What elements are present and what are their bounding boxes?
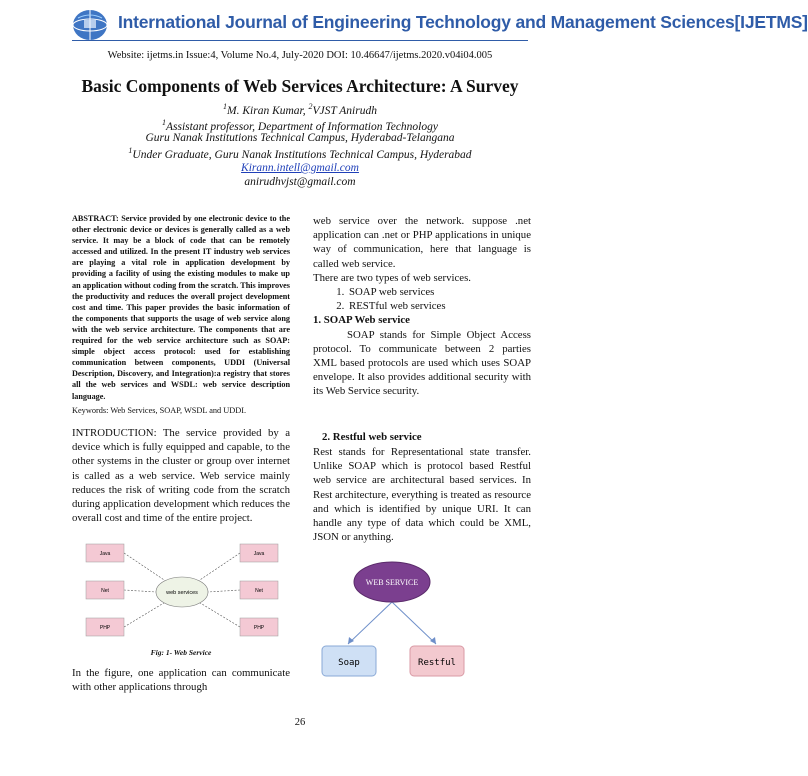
restful-node-label: Restful xyxy=(418,658,456,668)
soap-heading: 1. SOAP Web service xyxy=(313,314,410,327)
fig1-left-boxes xyxy=(86,544,124,636)
continuation-paragraph: web service over the network. suppose .net application can .net or PHP applications in unique way of communication, here that language is called web service. xyxy=(313,215,531,270)
author-2: VJST Anirudh xyxy=(312,104,377,117)
types-intro: There are two types of web services. xyxy=(313,271,471,284)
abstract: ABSTRACT: Service provided by one electronic device to the other electronic device or devices is generally called as a web service. It may be a block of code that can be remotely accessed and utilized. In the present IT industry web services are playing a vital role in application development by providing a facility of using the existing modules to make up an application without coding from the scratch. This improves the productivity and reduces the overall project development cost and time. This paper provides the basic information of the components that supports the usage of web service along with the web service architecture. The components that are required for the web service architecture such as SOAP: simple object access protocol: used for establishing communication between components, UDDI (Universal Description, Discovery, and Integration):a registry that stores all the web services and WSDL: web service description language. xyxy=(72,214,290,401)
affiliation-1 xyxy=(0,118,600,133)
affiliation-sup: 1 xyxy=(162,118,167,127)
paper-title: Basic Components of Web Services Architecture: A Survey xyxy=(81,76,519,96)
fig1-right-boxes xyxy=(240,544,278,636)
fig1-right-label-3: PHP xyxy=(253,625,265,631)
fig1-right-label-1: Java xyxy=(253,551,265,557)
restful-paragraph: Rest stands for Representational state transfer. Unlike SOAP which is protocol based Restful web service are architectural based services. In Rest architecture, everything is treated as resource and which is identified by unique URI. It can handle any type of data which could be XML, JSON or anything. xyxy=(313,446,531,544)
email-link-1[interactable]: Kirann.intell@gmail.com xyxy=(241,162,359,174)
service-types-list xyxy=(313,285,531,313)
right-column xyxy=(313,214,531,399)
affiliation-sup: 1 xyxy=(128,146,133,155)
web-service-figure xyxy=(84,540,280,644)
fig1-center-label: web services xyxy=(166,590,198,596)
affiliation-3 xyxy=(0,146,600,161)
restful-heading: 2. Restful web service xyxy=(322,431,422,443)
arrow-to-soap xyxy=(348,602,392,644)
website-line: Website: ijetms.in Issue:4, Volume No.4, July-2020 DOI: 10.46647/ijetms.2020.v04i04.005 xyxy=(107,50,493,61)
email-2: anirudhvjst@gmail.com xyxy=(244,176,356,188)
soap-node-label: Soap xyxy=(338,658,360,668)
authors xyxy=(0,102,600,117)
header-divider xyxy=(72,40,528,41)
keywords: Keywords: Web Services, SOAP, WSDL and UDDI. xyxy=(72,406,247,415)
journal-logo-icon xyxy=(70,8,110,42)
list-item: 1. SOAP web services xyxy=(347,285,531,299)
page-number: 26 xyxy=(294,717,306,728)
author-sup-1: 1 xyxy=(223,102,228,111)
figure-1-caption: Fig: 1- Web Service xyxy=(150,648,212,657)
soap-paragraph: SOAP stands for Simple Object Access protocol. To communicate between 2 parties XML based protocols are used which uses SOAP envelope. It also provides additional security with its Web Service security. xyxy=(313,328,531,398)
list-item: 2. RESTful web services xyxy=(347,299,531,313)
affiliation-text: Under Graduate, Guru Nanak Institutions Technical Campus, Hyderabad xyxy=(132,148,472,161)
introduction: INTRODUCTION: The service provided by a device which is fully equipped and capable, to the other systems in the cluster or group over internet is called as a web service. Web service mainly reduces the risk of writing code from the scratch during application development which reduces the overall cost and time of the entire project. xyxy=(72,427,290,525)
fig1-left-label-3: PHP xyxy=(99,625,111,631)
author-sup-2: 2 xyxy=(308,102,313,111)
arrow-to-restful xyxy=(392,602,436,644)
fig1-left-label-1: Java xyxy=(99,551,111,557)
author-1: M. Kiran Kumar, xyxy=(227,104,309,117)
affiliation-2 xyxy=(0,132,600,144)
web-service-node-label: WEB SERVICE xyxy=(365,578,419,587)
journal-title: International Journal of Engineering Technology and Management Sciences[IJETMS] xyxy=(118,12,808,32)
web-service-types-diagram xyxy=(318,560,466,682)
figure-1-discussion: In the figure, one application can communicate with other applications through xyxy=(72,667,290,694)
affiliation-text: Assistant professor, Department of Information Technology xyxy=(166,120,438,133)
fig1-left-label-2: Net xyxy=(101,588,109,594)
affiliation-text: Guru Nanak Institutions Technical Campus, Hyderabad-Telangana xyxy=(145,132,455,144)
email-1-line xyxy=(0,162,600,174)
fig1-right-label-2: Net xyxy=(255,588,263,594)
